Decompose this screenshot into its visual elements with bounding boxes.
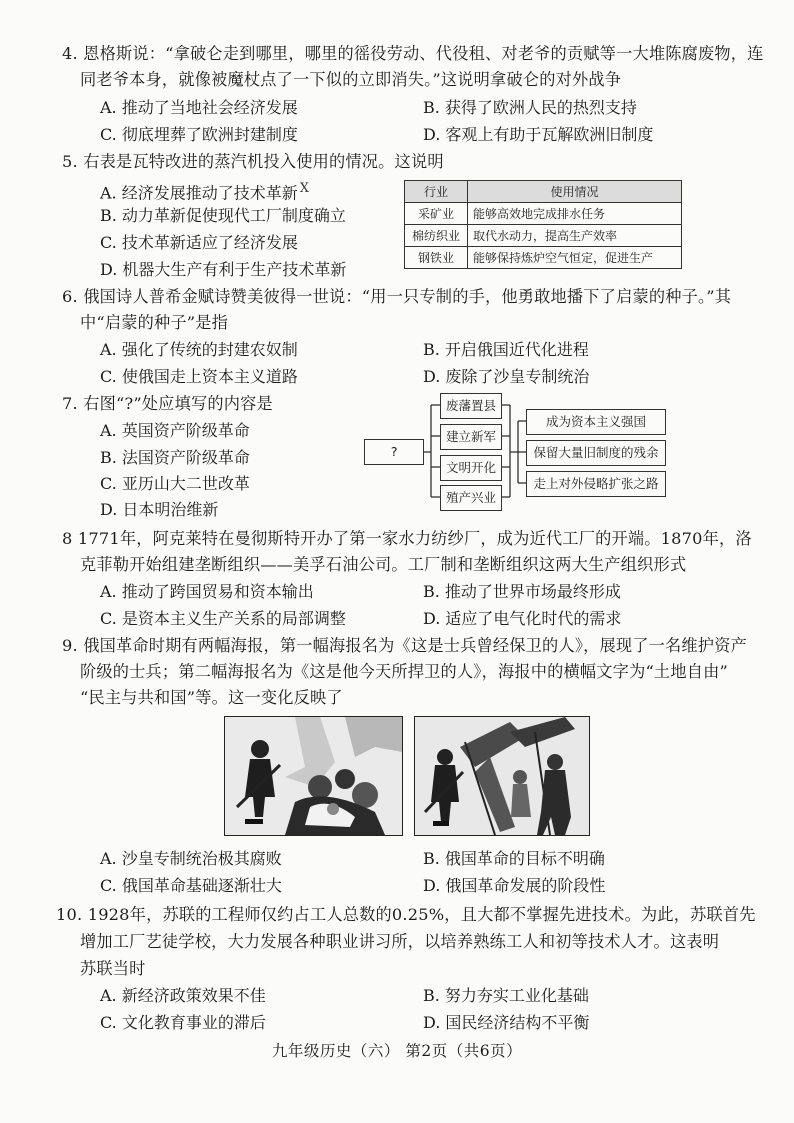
- poster-1-image: [224, 716, 403, 836]
- q4-stem-line-2: 同老爷本身，就像被魔杖点了一下似的立即消失。”这说明拿破仑的对外战争: [80, 70, 622, 89]
- q10-stem-line-2: 增加工厂艺徒学校，大力发展各种职业讲习所，以培养熟练工人和初等技术人才。这表明: [80, 932, 720, 951]
- q10-option-d: D. 国民经济结构不平衡: [423, 1013, 590, 1032]
- q7-option-c: C. 亚历山大二世改革: [100, 474, 250, 493]
- q8-option-b: B. 推动了世界市场最终形成: [423, 582, 621, 601]
- q9-option-d: D. 俄国革命发展的阶段性: [423, 876, 606, 895]
- q5-option-d: D. 机器大生产有利于生产技术革新: [100, 260, 347, 279]
- q9-option-b: B. 俄国革命的目标不明确: [423, 849, 605, 868]
- table-cell-industry: 采矿业: [405, 203, 468, 225]
- poster-2-illustration: [415, 717, 589, 835]
- q5-option-b: B. 动力革新促使现代工厂制度确立: [100, 206, 346, 225]
- q7-option-a: A. 英国资产阶级革命: [100, 421, 250, 440]
- q10-stem-line-1: 10. 1928年，苏联的工程师仅约占工人总数的0.25%，且大都不掌握先进技术。为此，苏联首先: [56, 905, 756, 924]
- q4-option-a: A. 推动了当地社会经济发展: [100, 98, 298, 117]
- q8-option-c: C. 是资本主义生产关系的局部调整: [100, 609, 346, 628]
- diagram-right-box: 保留大量旧制度的残余: [526, 440, 666, 466]
- q4-option-c: C. 彻底埋葬了欧洲封建制度: [100, 125, 298, 144]
- diagram-middle-box: 殖产兴业: [440, 485, 502, 511]
- table-cell-usage: 能够保持炼炉空气恒定，促进生产: [468, 247, 682, 269]
- q7-stem: 7. 右图“?”处应填写的内容是: [62, 394, 273, 413]
- q4-option-b: B. 获得了欧洲人民的热烈支持: [423, 98, 637, 117]
- q5-option-c: C. 技术革新适应了经济发展: [100, 233, 298, 252]
- q8-stem-line-2: 克菲勒开始组建垄断组织——美孚石油公司。工厂制和垄断组织这两大生产组织形式: [80, 555, 687, 574]
- q5-stem: 5. 右表是瓦特改进的蒸汽机投入使用的情况。这说明: [62, 152, 444, 171]
- q6-option-c: C. 使俄国走上资本主义道路: [100, 367, 298, 386]
- q8-option-d: D. 适应了电气化时代的需求: [423, 609, 622, 628]
- table-cell-usage: 取代水动力，提高生产效率: [468, 225, 682, 247]
- table-cell-usage: 能够高效地完成排水任务: [468, 203, 682, 225]
- q10-option-b: B. 努力夯实工业化基础: [423, 986, 589, 1005]
- q9-stem-line-3: “民主与共和国”等。这一变化反映了: [80, 688, 343, 707]
- table-header-usage: 使用情况: [468, 181, 682, 203]
- diagram-middle-box: 文明开化: [440, 455, 502, 481]
- table-cell-industry: 钢铁业: [405, 247, 468, 269]
- diagram-middle-box: 废藩置县: [440, 393, 502, 419]
- handwritten-mark: X: [299, 181, 309, 196]
- poster-1-illustration: [225, 717, 402, 835]
- q6-option-d: D. 废除了沙皇专制统治: [423, 367, 590, 386]
- q10-stem-line-3: 苏联当时: [80, 959, 146, 978]
- q6-stem-line-1: 6. 俄国诗人普希金赋诗赞美彼得一世说：“用一只专制的手，他勇敢地播下了启蒙的种子。”其: [62, 287, 732, 306]
- q7-option-d: D. 日本明治维新: [100, 500, 219, 519]
- poster-2-image: [414, 716, 590, 836]
- q8-option-a: A. 推动了跨国贸易和资本输出: [100, 582, 314, 601]
- q9-option-c: C. 俄国革命基础逐渐壮大: [100, 876, 282, 895]
- q9-stem-line-2: 阶级的士兵；第二幅海报名为《这是他今天所捍卫的人》，海报中的横幅文字为“土地自由”: [80, 662, 728, 681]
- q6-stem-line-2: 中“启蒙的种子”是指: [80, 313, 229, 332]
- q4-stem-line-1: 4. 恩格斯说：“拿破仑走到哪里，哪里的徭役劳动、代役租、对老爷的贡赋等一大堆陈腐废物，连: [62, 44, 764, 63]
- q9-stem-line-1: 9. 俄国革命时期有两幅海报，第一幅海报名为《这是士兵曾经保卫的人》，展现了一名维护资产: [62, 636, 747, 655]
- q9-option-a: A. 沙皇专制统治极其腐败: [100, 849, 282, 868]
- table-cell-industry: 棉纺织业: [405, 225, 468, 247]
- q4-option-d: D. 客观上有助于瓦解欧洲旧制度: [423, 125, 654, 144]
- q8-stem-line-1: 8 1771年，阿克莱特在曼彻斯特开办了第一家水力纺纱厂，成为近代工厂的开端。1870年，洛: [62, 529, 752, 548]
- q5-option-a: A. 经济发展推动了技术革新 $^X$: [100, 181, 309, 203]
- diagram-right-box: 成为资本主义强国: [526, 409, 666, 435]
- diagram-root-box: ?: [364, 439, 424, 465]
- diagram-right-box: 走上对外侵略扩张之路: [526, 471, 666, 497]
- q10-option-a: A. 新经济政策效果不佳: [100, 986, 266, 1005]
- q7-option-b: B. 法国资产阶级革命: [100, 448, 250, 467]
- page-footer: 九年级历史（六） 第2页（共6页）: [271, 1042, 523, 1060]
- table-header-industry: 行业: [405, 181, 468, 203]
- q10-option-c: C. 文化教育事业的滞后: [100, 1013, 266, 1032]
- q6-option-b: B. 开启俄国近代化进程: [423, 340, 589, 359]
- diagram-middle-box: 建立新军: [440, 424, 502, 450]
- q6-option-a: A. 强化了传统的封建农奴制: [100, 340, 298, 359]
